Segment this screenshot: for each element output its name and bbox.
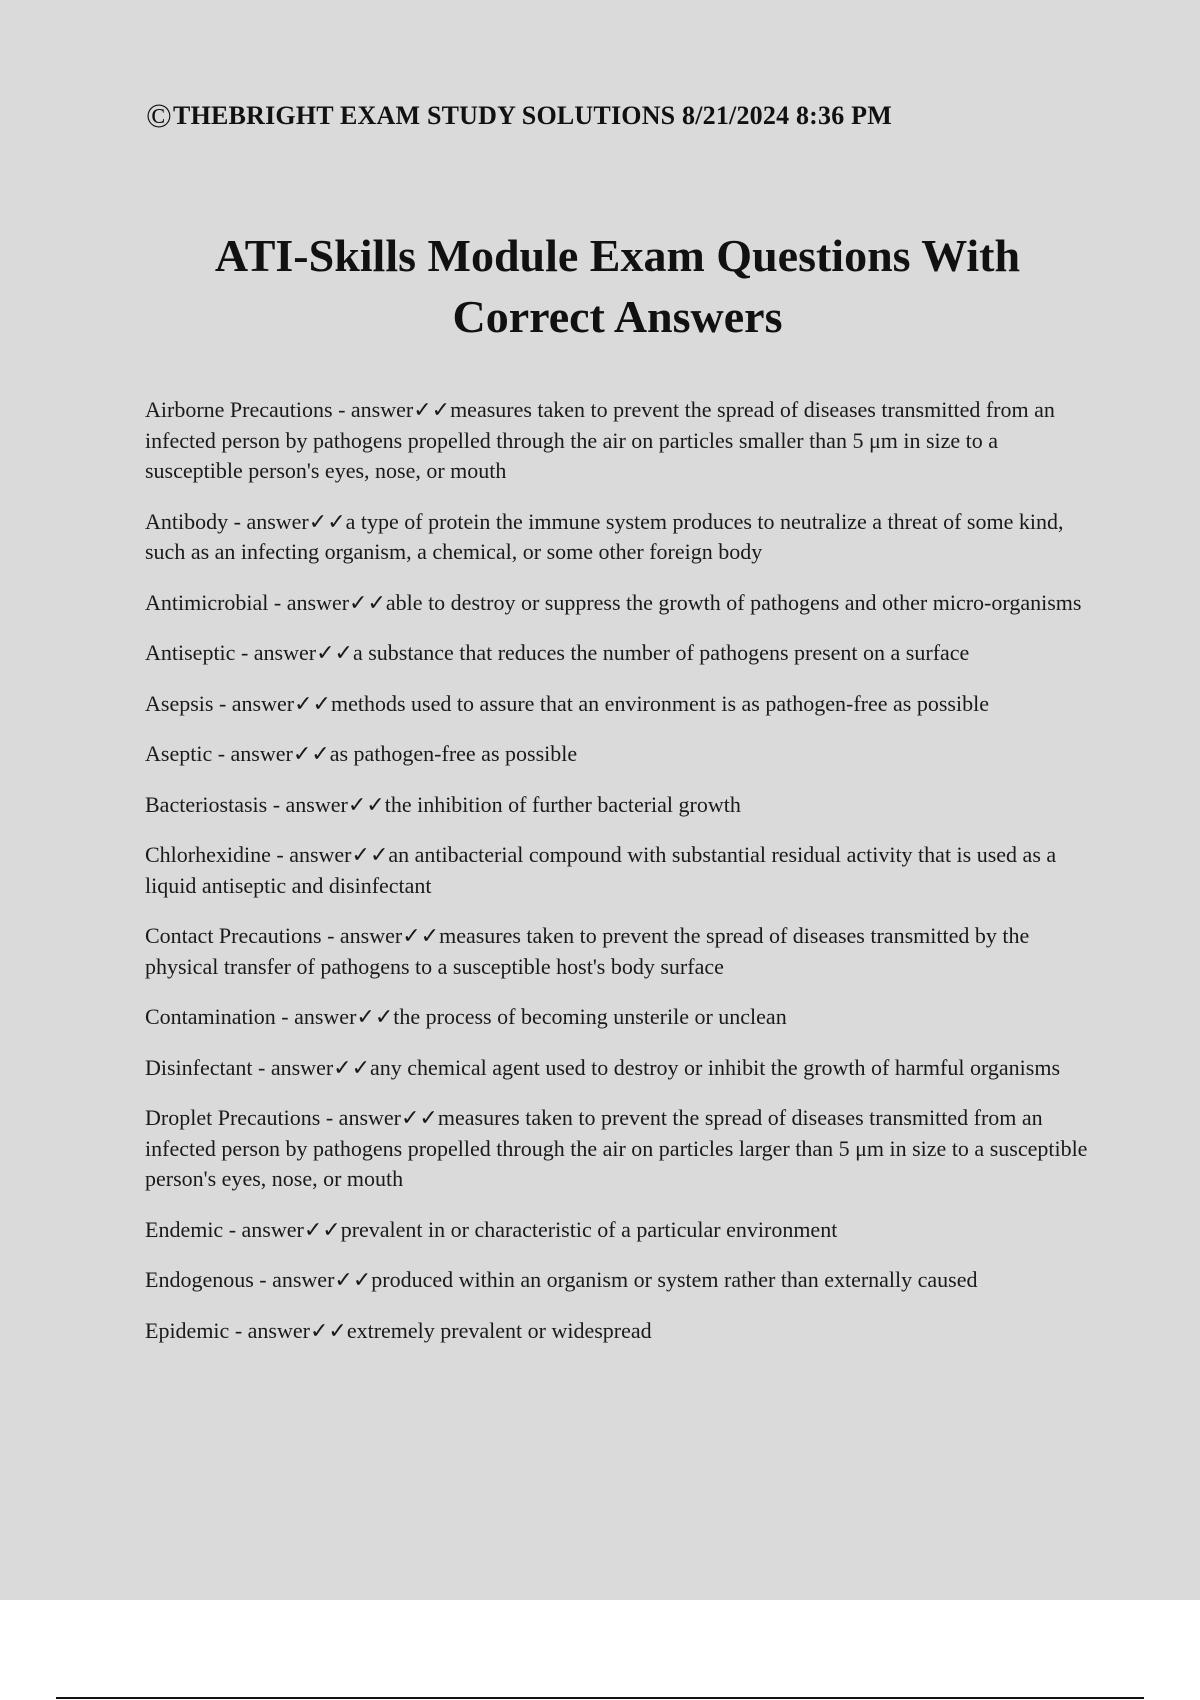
glossary-entry xyxy=(145,1265,1090,1296)
entry-answer-marker: - answer✓✓ xyxy=(275,1004,394,1029)
entry-answer-marker: - answer✓✓ xyxy=(253,1267,372,1292)
entry-answer-marker: - answer✓✓ xyxy=(321,923,440,948)
entry-definition: prevalent in or characteristic of a particular environment xyxy=(340,1216,838,1242)
entry-definition: a substance that reduces the number of pathogens present on a surface xyxy=(352,640,970,665)
glossary-entry xyxy=(145,588,1090,619)
entry-definition: as pathogen-free as possible xyxy=(329,741,578,766)
entry-answer-marker: - answer✓✓ xyxy=(270,842,389,867)
entry-answer-marker: - answer✓✓ xyxy=(212,741,330,766)
entry-answer-marker: - answer✓✓ xyxy=(252,1054,371,1080)
entry-answer-marker: - answer✓✓ xyxy=(213,690,331,716)
glossary-entry xyxy=(145,1103,1090,1195)
glossary-entry xyxy=(145,921,1090,982)
entry-term: Disinfectant xyxy=(145,1054,253,1080)
title-line-2: Correct Answers xyxy=(452,291,783,342)
glossary-entry xyxy=(145,638,1090,669)
entry-term: Endogenous xyxy=(145,1267,254,1292)
entry-definition: methods used to assure that an environment is as pathogen-free as possible xyxy=(330,690,989,716)
glossary-entry xyxy=(145,739,1090,770)
glossary-entry xyxy=(145,507,1090,568)
page-bottom-rule xyxy=(56,1697,1144,1699)
entry-answer-marker: - answer✓✓ xyxy=(228,508,346,534)
entry-definition: produced within an organism or system rather than externally caused xyxy=(371,1267,978,1292)
entry-definition: measures taken to prevent the spread of diseases transmitted from an infected person by pathogens propelled through the air on particles smaller than 5 μm in size to a susceptible person's eyes, nose, or mouth xyxy=(145,397,1055,483)
entry-term: Aseptic xyxy=(145,741,213,766)
glossary-entry xyxy=(145,1215,1090,1246)
entry-term: Bacteriostasis xyxy=(145,791,268,817)
header-text: THEBRIGHT EXAM STUDY SOLUTIONS 8/21/2024 8:36 PM xyxy=(173,101,892,130)
entry-term: Asepsis xyxy=(145,690,214,716)
glossary-entry xyxy=(145,395,1090,487)
entry-definition: any chemical agent used to destroy or inhibit the growth of harmful organisms xyxy=(370,1054,1061,1080)
entry-term: Antimicrobial xyxy=(145,589,269,615)
entry-answer-marker: - answer✓✓ xyxy=(229,1317,347,1343)
entry-answer-marker: - answer✓✓ xyxy=(223,1216,341,1242)
entry-term: Droplet Precautions xyxy=(145,1105,321,1130)
entry-definition: the inhibition of further bacterial growth xyxy=(384,791,741,817)
entry-answer-marker: - answer✓✓ xyxy=(320,1105,438,1130)
entry-term: Contamination xyxy=(145,1004,276,1029)
title-line-1: ATI-Skills Module Exam Questions With xyxy=(214,230,1021,281)
entry-definition: the process of becoming unsterile or unclean xyxy=(393,1004,787,1029)
copyright-icon: © xyxy=(146,98,173,135)
glossary-entry xyxy=(145,1316,1090,1347)
entry-term: Endemic xyxy=(145,1216,224,1242)
entry-answer-marker: - answer✓✓ xyxy=(235,640,353,665)
glossary-entry xyxy=(145,1002,1090,1033)
glossary-entry xyxy=(145,790,1090,821)
entry-term: Airborne Precautions xyxy=(145,397,333,422)
entry-term: Antibody xyxy=(145,508,229,534)
entry-definition: measures taken to prevent the spread of diseases transmitted from an infected person by pathogens propelled through the air on particles larger than 5 μm in size to a susceptible person's eyes, nose, or mouth xyxy=(145,1105,1088,1191)
entry-answer-marker: - answer✓✓ xyxy=(332,397,451,422)
entry-term: Antiseptic xyxy=(145,640,236,665)
entry-answer-marker: - answer✓✓ xyxy=(267,791,385,817)
entry-definition: extremely prevalent or widespread xyxy=(346,1317,652,1343)
glossary-entry xyxy=(145,840,1090,901)
entry-term: Contact Precautions xyxy=(145,923,322,948)
copyright-header xyxy=(146,98,892,136)
entry-definition: a type of protein the immune system produces to neutralize a threat of some kind, such as an infecting organism, a chemical, or some other foreign body xyxy=(145,508,1064,564)
glossary-entry xyxy=(145,1053,1090,1084)
entry-answer-marker: - answer✓✓ xyxy=(268,589,386,615)
entry-term: Chlorhexidine xyxy=(145,842,271,867)
glossary-entry xyxy=(145,689,1090,720)
glossary-list xyxy=(145,395,1090,1366)
entry-term: Epidemic xyxy=(145,1317,230,1343)
document-title xyxy=(100,225,1135,347)
entry-definition: an antibacterial compound with substantial residual activity that is used as a liquid antiseptic and disinfectant xyxy=(145,842,1057,898)
entry-definition: able to destroy or suppress the growth of pathogens and other micro-organisms xyxy=(385,589,1082,615)
entry-definition: measures taken to prevent the spread of diseases transmitted by the physical transfer of pathogens to a susceptible host's body surface xyxy=(145,923,1030,979)
